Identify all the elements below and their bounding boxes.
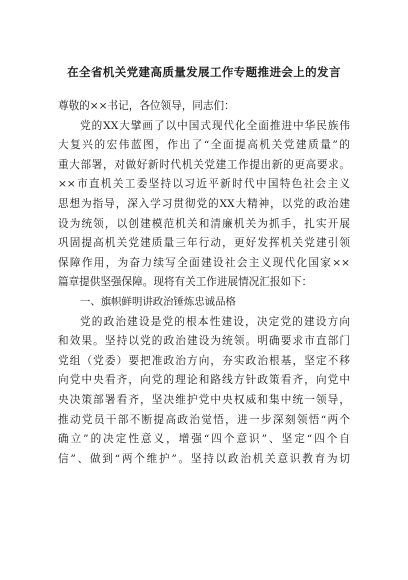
- paragraph-line: 篇章提供坚强保障。现将有关工作进展情况汇报如下：: [58, 276, 313, 289]
- paragraph-line: 大复兴的宏伟蓝图，作出了“全面提高机关党建质量”的: [58, 139, 350, 152]
- paragraph-line: 党的XX大擘画了以中国式现代化全面推进中华民族伟: [80, 119, 350, 132]
- paragraph-line: 向党中央看齐，向党的理论和路线方针政策看齐，向党中: [58, 374, 350, 387]
- paragraph-line: 重大部署，对做好新时代机关党建工作提出新的更高要求。: [58, 158, 350, 171]
- paragraph-line: 央决策部署看齐，坚决维护党中央权威和集中统一领导，: [58, 393, 350, 406]
- paragraph-line: 和效果。坚持以党的政治建设为统领。明确要求市直部门: [58, 335, 350, 348]
- document-body: [58, 97, 350, 469]
- paragraph-line: 确立”的决定性意义，增强“四个意识”、坚定“四个自: [58, 433, 350, 446]
- paragraph-line: 党的政治建设是党的根本性建设，决定党的建设方向: [80, 315, 350, 328]
- paragraph-line: 信”、做到“两个维护”。坚持以政治机关意识教育为切: [58, 452, 350, 465]
- paragraph-line: 巩固提高机关党建质量三年行动，更好发挥机关党建引领: [58, 237, 350, 250]
- paragraph-2: [58, 313, 350, 470]
- salutation: 尊敬的××书记，各位领导，同志们：: [58, 100, 235, 112]
- paragraph-line: ××市直机关工委坚持以习近平新时代中国特色社会主义: [58, 178, 350, 191]
- paragraph-line: 保障作用，为奋力续写全面建设社会主义现代化国家××: [58, 256, 350, 269]
- paragraph-line: 推动党员干部不断提高政治觉悟，进一步深刻领悟“两个: [58, 413, 350, 426]
- section-heading: 一、旗帜鲜明讲政治锤炼忠诚品格: [80, 295, 236, 308]
- paragraph-line: 设为统领，以创建模范机关和清廉机关为抓手，扎实开展: [58, 217, 350, 230]
- document-title: 在全省机关党建高质量发展工作专题推进会上的发言: [67, 65, 341, 79]
- paragraph-line: 思想为指导，深入学习贯彻党的XX大精神，以党的政治建: [58, 197, 350, 210]
- paragraph-line: 党组（党委）要把准政治方向，夯实政治根基，坚定不移: [58, 354, 350, 367]
- paragraph-1: [58, 117, 350, 293]
